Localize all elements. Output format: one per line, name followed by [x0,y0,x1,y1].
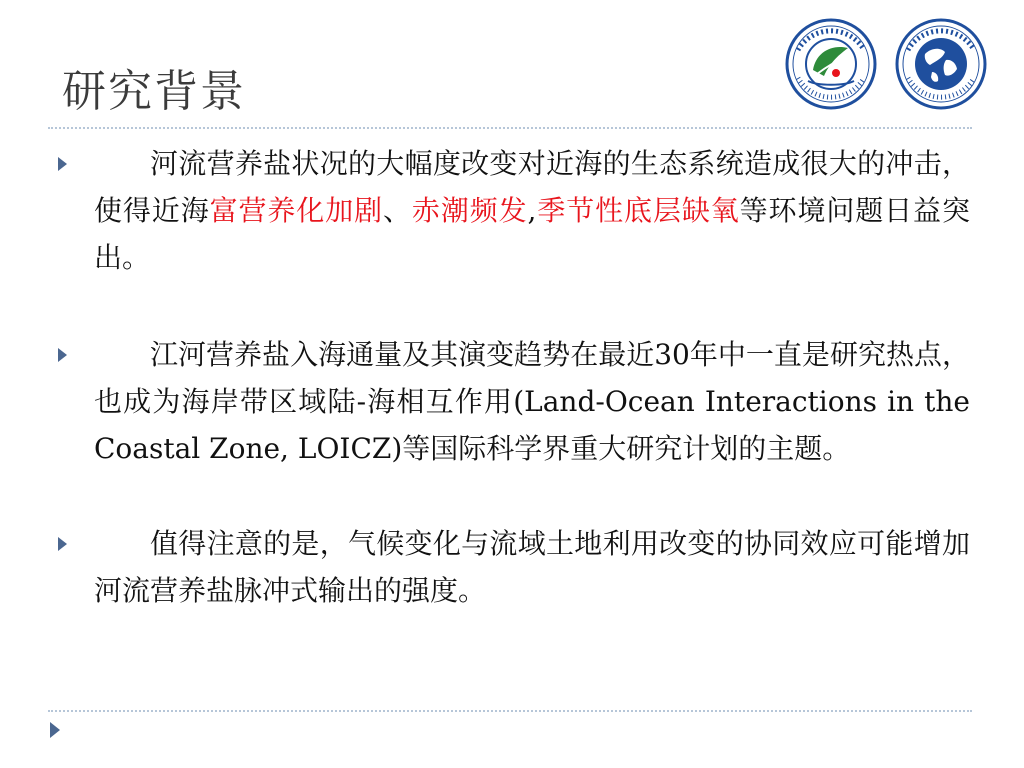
bullet-text-segment: 、 [383,194,412,227]
highlighted-phrase: 富营养化加剧 [209,194,384,227]
bullet-text-segment: 河流营养盐状况的大幅度改变对近海的生态系统造成很大的冲击，使得近海 [94,147,970,227]
highlighted-phrase: 季节性底层缺氧 [536,194,740,227]
bullet-triangle-icon [58,348,67,362]
bullet-text-segment: 值得注意的是，气候变化与流域土地利用改变的协同效应可能增加河流营养盐脉冲式输出的强度。 [94,527,970,607]
bullet-text-segment: 等环境问题日益突出。 [94,194,970,274]
bullet-text [94,140,970,281]
title-divider [48,127,972,129]
bullet-triangle-icon [58,537,67,551]
coastal-ocean-management-institute-seal-icon [888,18,994,110]
bullet-text [94,331,970,472]
bullet-item-2 [58,331,970,472]
footer-divider [48,710,972,712]
bullet-text-segment: , [527,194,537,227]
bullet-triangle-icon [58,157,67,171]
college-of-oceanography-seal-icon [778,18,884,110]
bullet-item-3 [58,520,970,614]
highlighted-phrase: 赤潮频发 [411,194,528,227]
bullet-text-segment: 江河营养盐入海通量及其演变趋势在最近30年中一直是研究热点，也成为海岸带区域陆-海相互作用(Land-Ocean Interactions in the Coastal Zone, LOICZ)等国际科学界重大研究计划的主题。 [94,338,970,465]
bullet-item-1 [58,140,970,281]
bullet-text [94,520,970,614]
slide-title: 研究背景 [62,66,246,117]
slide-nav-triangle-icon [50,722,60,738]
bullet-list [58,140,970,614]
